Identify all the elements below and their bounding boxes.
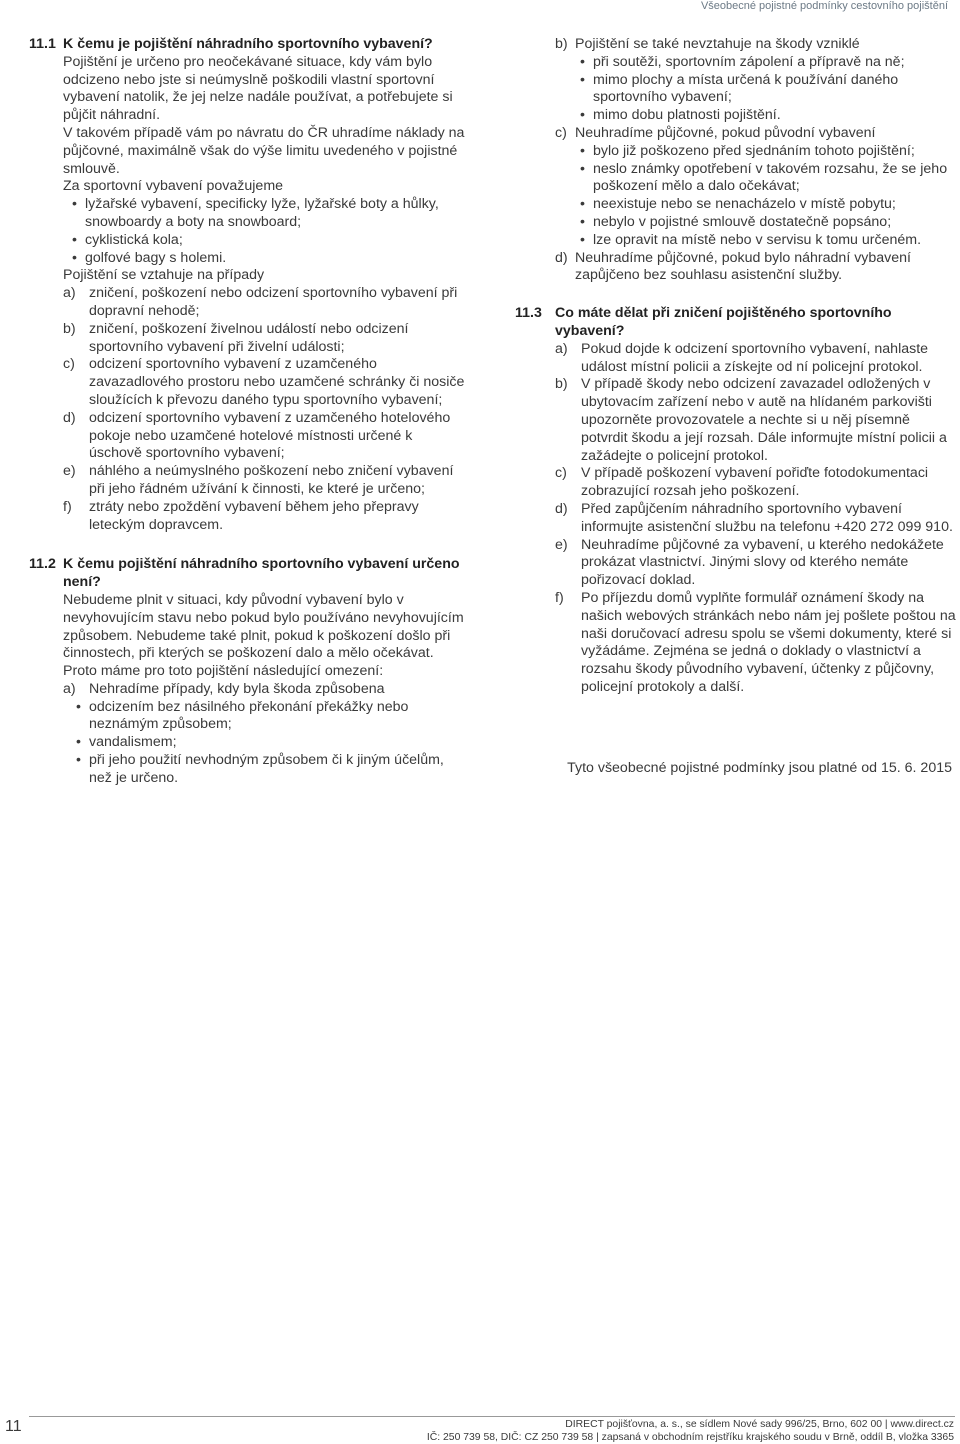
item-letter: a)	[63, 681, 89, 788]
paragraph: Pojištění se vztahuje na případy	[63, 267, 469, 285]
left-column	[29, 36, 469, 788]
page-header-title: Všeobecné pojistné podmínky cestovního pojištění	[701, 0, 948, 12]
section-11-1	[29, 36, 469, 534]
list-item: • lze opravit na místě nebo v servisu k tomu určeném.	[593, 232, 956, 250]
footer-divider	[29, 1416, 955, 1417]
list-item	[63, 681, 469, 788]
paragraph: Za sportovní vybavení považujeme	[63, 178, 469, 196]
section-title: Co máte dělat při zničení pojištěného sportovního vybavení?	[555, 305, 956, 341]
list-item	[555, 341, 956, 377]
list-item	[63, 285, 469, 321]
item-letter: b)	[555, 376, 581, 465]
paragraph: V takovém případě vám po návratu do ČR uhradíme náklady na půjčovné, maximálně však do výše limitu uvedeného v pojistné smlouvě.	[63, 125, 469, 178]
item-text: odcizení sportovního vybavení z uzamčeného zavazadlového prostoru nebo uzamčené schránky či nosiče sloužících k převozu daného typu sportovního vybavení;	[89, 356, 469, 409]
list-item	[555, 376, 956, 465]
item-letter: d)	[555, 501, 581, 537]
footer	[427, 1419, 954, 1444]
bullet-list	[63, 196, 469, 267]
list-item: • golfové bagy s holemi.	[85, 250, 469, 268]
section-title: K čemu je pojištění náhradního sportovního vybavení?	[63, 36, 469, 54]
list-item	[555, 501, 956, 537]
item-text: Neuhradíme půjčovné, pokud původní vybavení	[575, 125, 956, 143]
item-letter: f)	[63, 499, 89, 535]
section-11-3	[515, 305, 956, 697]
list-item	[555, 537, 956, 590]
item-text: zničení, poškození nebo odcizení sportovního vybavení při dopravní nehodě;	[89, 285, 469, 321]
right-column	[515, 36, 956, 697]
bullet-list	[89, 699, 469, 788]
paragraph: Nebudeme plnit v situaci, kdy původní vybavení bylo v nevyhovujícím stavu nebo pokud bylo používáno nevyhovujícím způsobem. Nebudeme také plnit, pokud k poškození došlo při činnostech, při kterých se poškození dalo a mělo očekávat. Proto máme pro toto pojištění následující omezení:	[63, 592, 469, 681]
section-number: 11.1	[29, 36, 63, 534]
list-item	[555, 590, 956, 697]
item-letter: b)	[63, 321, 89, 357]
item-text: V případě poškození vybavení pořiďte fotodokumentaci zobrazující rozsah jeho poškození.	[581, 465, 956, 501]
item-letter: a)	[555, 341, 581, 377]
item-text: Neuhradíme půjčovné, pokud bylo náhradní vybavení zapůjčeno bez souhlasu asistenční služby.	[575, 250, 956, 286]
section-title: K čemu pojištění náhradního sportovního vybavení určeno není?	[63, 556, 469, 592]
item-letter: e)	[555, 537, 581, 590]
list-item: • bylo již poškozeno před sjednáním tohoto pojištění;	[593, 143, 956, 161]
item-text: Pokud dojde k odcizení sportovního vybavení, nahlaste událost místní policii a získejte od ní policejní protokol.	[581, 341, 956, 377]
list-item: • nebylo v pojistné smlouvě dostatečně popsáno;	[593, 214, 956, 232]
item-letter: a)	[63, 285, 89, 321]
item-text: Nehradíme případy, kdy byla škoda způsobena	[89, 681, 469, 699]
item-text: odcizení sportovního vybavení z uzamčeného hotelového pokoje nebo uzamčené hotelové místnosti určené k úschově sportovního vybavení;	[89, 410, 469, 463]
item-letter: e)	[63, 463, 89, 499]
list-item	[555, 250, 956, 286]
footer-registration-line: IČ: 250 739 58, DIČ: CZ 250 739 58 | zapsaná v obchodním rejstříku krajského soudu v Brně, oddíl B, vložka 3365	[427, 1432, 954, 1444]
lettered-list	[555, 341, 956, 697]
list-item: • při jeho použití nevhodným způsobem či k jiným účelům, než je určeno.	[89, 752, 469, 788]
item-letter: b)	[555, 36, 575, 125]
bullet-list	[575, 143, 956, 250]
page-number: 11	[5, 1418, 22, 1436]
list-item: • neexistuje nebo se nenacházelo v místě pobytu;	[593, 196, 956, 214]
item-text: Před zapůjčením náhradního sportovního vybavení informujte asistenční službu na telefonu +420 272 099 910.	[581, 501, 956, 537]
item-letter: f)	[555, 590, 581, 697]
footer-company-line: DIRECT pojišťovna, a. s., se sídlem Nové sady 996/25, Brno, 602 00 | www.direct.cz	[427, 1419, 954, 1432]
item-text: Neuhradíme půjčovné za vybavení, u kterého nedokážete prokázat vlastnictví. Jinými slovy od kterého nemáte pořizovací doklad.	[581, 537, 956, 590]
list-item	[63, 410, 469, 463]
item-text: náhlého a neúmyslného poškození nebo zničení vybavení při jeho řádném užívání k činnosti, ke které je určeno;	[89, 463, 469, 499]
list-item	[555, 36, 956, 125]
item-text: Po příjezdu domů vyplňte formulář oznámení škody na našich webových stránkách nebo nám jej pošlete poštou na naši doručovací adresu spolu se všemi dokumenty, které si vyžádáme. Zejména se jedná o doklady o vlastnictví a rozsahu škody původního vybavení, účtenky z půjčovny, policejní protokoly a další.	[581, 590, 956, 697]
bullet-list	[575, 54, 956, 125]
item-letter: c)	[63, 356, 89, 409]
section-number: 11.2	[29, 556, 63, 787]
validity-note	[515, 760, 956, 776]
list-item: • vandalismem;	[89, 734, 469, 752]
section-11-2	[29, 556, 469, 787]
list-item	[63, 499, 469, 535]
lettered-list	[63, 681, 469, 788]
item-text: V případě škody nebo odcizení zavazadel odložených v ubytovacím zařízení nebo v autě na hlídaném parkovišti upozorněte provozovatele a nechte si u něj písemně potvrdit škodu a její rozsah. Dále informujte místní policii a zažádejte o policejní protokol.	[581, 376, 956, 465]
lettered-list	[63, 285, 469, 534]
item-letter: c)	[555, 465, 581, 501]
item-text: zničení, poškození živelnou událostí nebo odcizení sportovního vybavení při živelní události;	[89, 321, 469, 357]
item-text: ztráty nebo zpoždění vybavení během jeho přepravy leteckým dopravcem.	[89, 499, 469, 535]
validity-text: Tyto všeobecné pojistné podmínky jsou platné od 15. 6. 2015	[567, 760, 952, 776]
list-item	[555, 125, 956, 250]
list-item: • mimo plochy a místa určená k používání daného sportovního vybavení;	[593, 72, 956, 108]
paragraph: Pojištění je určeno pro neočekávané situace, kdy vám bylo odcizeno nebo jste si neúmyslně poškodili vlastní sportovní vybavení natolik, že jej nelze nadále používat, a potřebujete si půjčit náhradní.	[63, 54, 469, 125]
list-item	[555, 465, 956, 501]
item-text: Pojištění se také nevztahuje na škody vzniklé	[575, 36, 956, 54]
list-item: • odcizením bez násilného překonání překážky nebo neznámým způsobem;	[89, 699, 469, 735]
list-item	[63, 321, 469, 357]
list-item: • neslo známky opotřebení v takovém rozsahu, že se jeho poškození mělo a dalo očekávat;	[593, 161, 956, 197]
list-item: • při soutěži, sportovním zápolení a přípravě na ně;	[593, 54, 956, 72]
lettered-list	[515, 36, 956, 285]
list-item	[63, 356, 469, 409]
item-letter: d)	[555, 250, 575, 286]
list-item	[63, 463, 469, 499]
item-letter: d)	[63, 410, 89, 463]
list-item: • lyžařské vybavení, specificky lyže, lyžařské boty a hůlky, snowboardy a boty na snowboard;	[85, 196, 469, 232]
list-item: • cyklistická kola;	[85, 232, 469, 250]
section-number: 11.3	[515, 305, 555, 697]
list-item: • mimo dobu platnosti pojištění.	[593, 107, 956, 125]
item-letter: c)	[555, 125, 575, 250]
